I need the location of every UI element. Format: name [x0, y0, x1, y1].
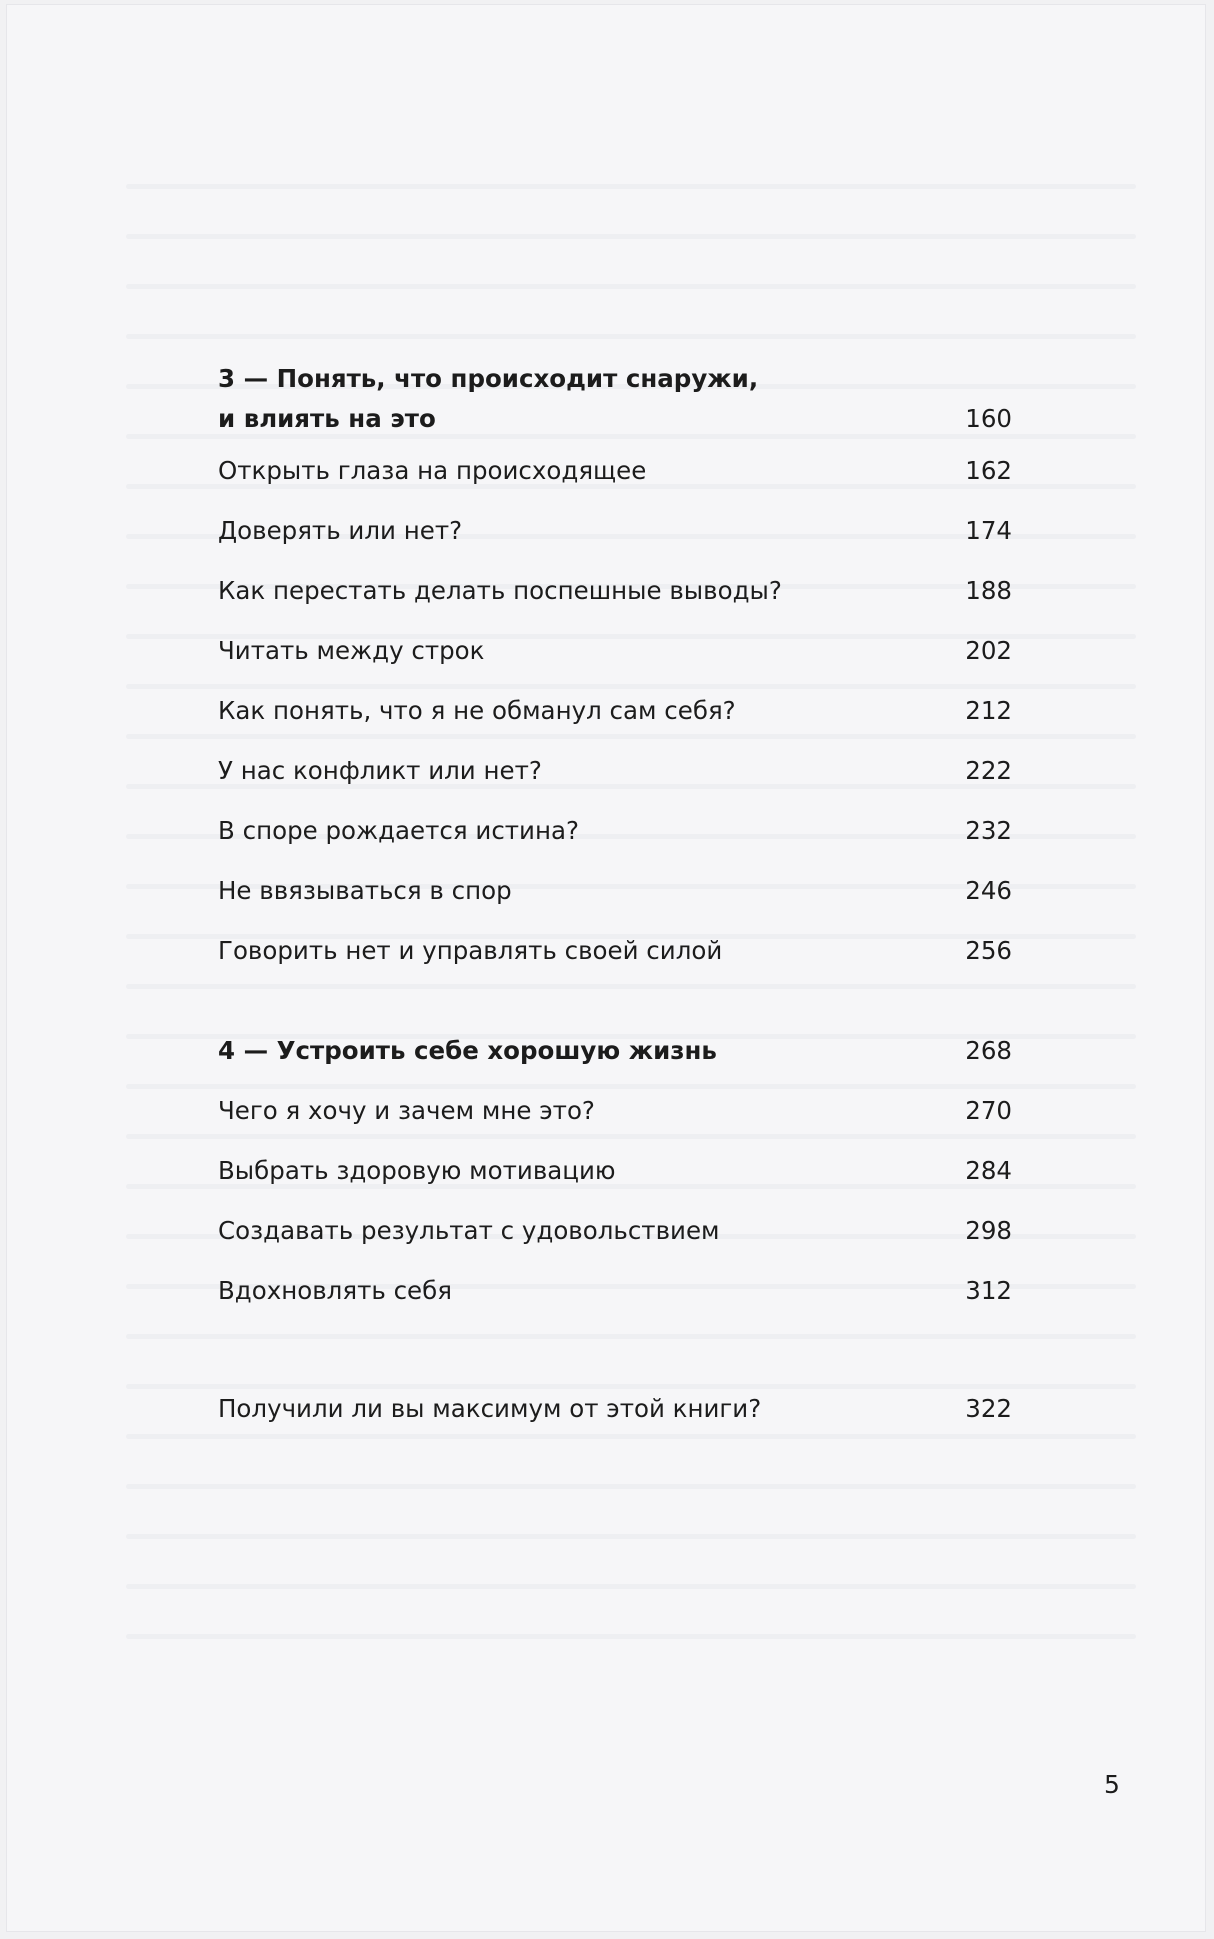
toc-entry-page: 312	[965, 1276, 1012, 1305]
toc-final-entry[interactable]	[218, 1379, 1012, 1439]
toc-entry-title: Вдохновлять себя	[218, 1276, 452, 1305]
toc-entry[interactable]	[218, 621, 1012, 681]
toc-entry[interactable]	[218, 861, 1012, 921]
toc-entry-page: 222	[965, 756, 1012, 785]
toc-entry[interactable]	[218, 501, 1012, 561]
toc-chapter-3[interactable]	[218, 359, 1012, 441]
toc-entry-title: Читать между строк	[218, 636, 485, 665]
toc-entry[interactable]	[218, 1081, 1012, 1141]
toc-entry[interactable]	[218, 801, 1012, 861]
chapter-4-title: 4 — Устроить себе хорошую жизнь	[218, 1036, 717, 1065]
toc-chapter-4[interactable]	[218, 1021, 1012, 1081]
toc-entry[interactable]	[218, 1201, 1012, 1261]
toc-entry[interactable]	[218, 681, 1012, 741]
toc-entry[interactable]	[218, 1261, 1012, 1321]
toc-entry-title: Доверять или нет?	[218, 516, 463, 545]
toc-entry-page: 232	[965, 816, 1012, 845]
toc-entry-page: 284	[965, 1156, 1012, 1185]
chapter-4-page: 268	[965, 1036, 1012, 1065]
section-gap	[218, 981, 1012, 1021]
toc-entry-page: 174	[965, 516, 1012, 545]
chapter-3-title-line-2: и влиять на это	[218, 404, 436, 433]
toc-entry-title: Не ввязываться в спор	[218, 876, 512, 905]
toc-entry-title: Выбрать здоровую мотивацию	[218, 1156, 616, 1185]
toc-entry-page: 270	[965, 1096, 1012, 1125]
toc-entry-title: Чего я хочу и зачем мне это?	[218, 1096, 595, 1125]
toc-entry-title: Открыть глаза на происходящее	[218, 456, 647, 485]
toc-entry-page: 246	[965, 876, 1012, 905]
toc-entry-page: 298	[965, 1216, 1012, 1245]
toc-entry-page: 322	[965, 1394, 1012, 1423]
table-of-contents	[218, 359, 1012, 1439]
toc-entry[interactable]	[218, 561, 1012, 621]
chapter-3-title-line-1: 3 — Понять, что происходит снаружи,	[218, 364, 759, 393]
toc-entry-title: Говорить нет и управлять своей силой	[218, 936, 723, 965]
chapter-3-page: 160	[965, 404, 1012, 433]
toc-entry[interactable]	[218, 741, 1012, 801]
toc-entry-title: Получили ли вы максимум от этой книги?	[218, 1394, 762, 1423]
toc-entry[interactable]	[218, 921, 1012, 981]
toc-entry-page: 202	[965, 636, 1012, 665]
page-number: 5	[1104, 1770, 1120, 1799]
toc-entry-title: Создавать результат с удовольствием	[218, 1216, 720, 1245]
toc-entry-title: Как понять, что я не обманул сам себя?	[218, 696, 736, 725]
toc-entry-title: Как перестать делать поспешные выводы?	[218, 576, 782, 605]
toc-entry-page: 188	[965, 576, 1012, 605]
toc-entry-title: У нас конфликт или нет?	[218, 756, 542, 785]
section-gap	[218, 1321, 1012, 1379]
toc-entry-page: 212	[965, 696, 1012, 725]
toc-entry-page: 162	[965, 456, 1012, 485]
toc-entry-page: 256	[965, 936, 1012, 965]
toc-entry-title: В споре рождается истина?	[218, 816, 580, 845]
toc-entry[interactable]	[218, 441, 1012, 501]
toc-entry[interactable]	[218, 1141, 1012, 1201]
